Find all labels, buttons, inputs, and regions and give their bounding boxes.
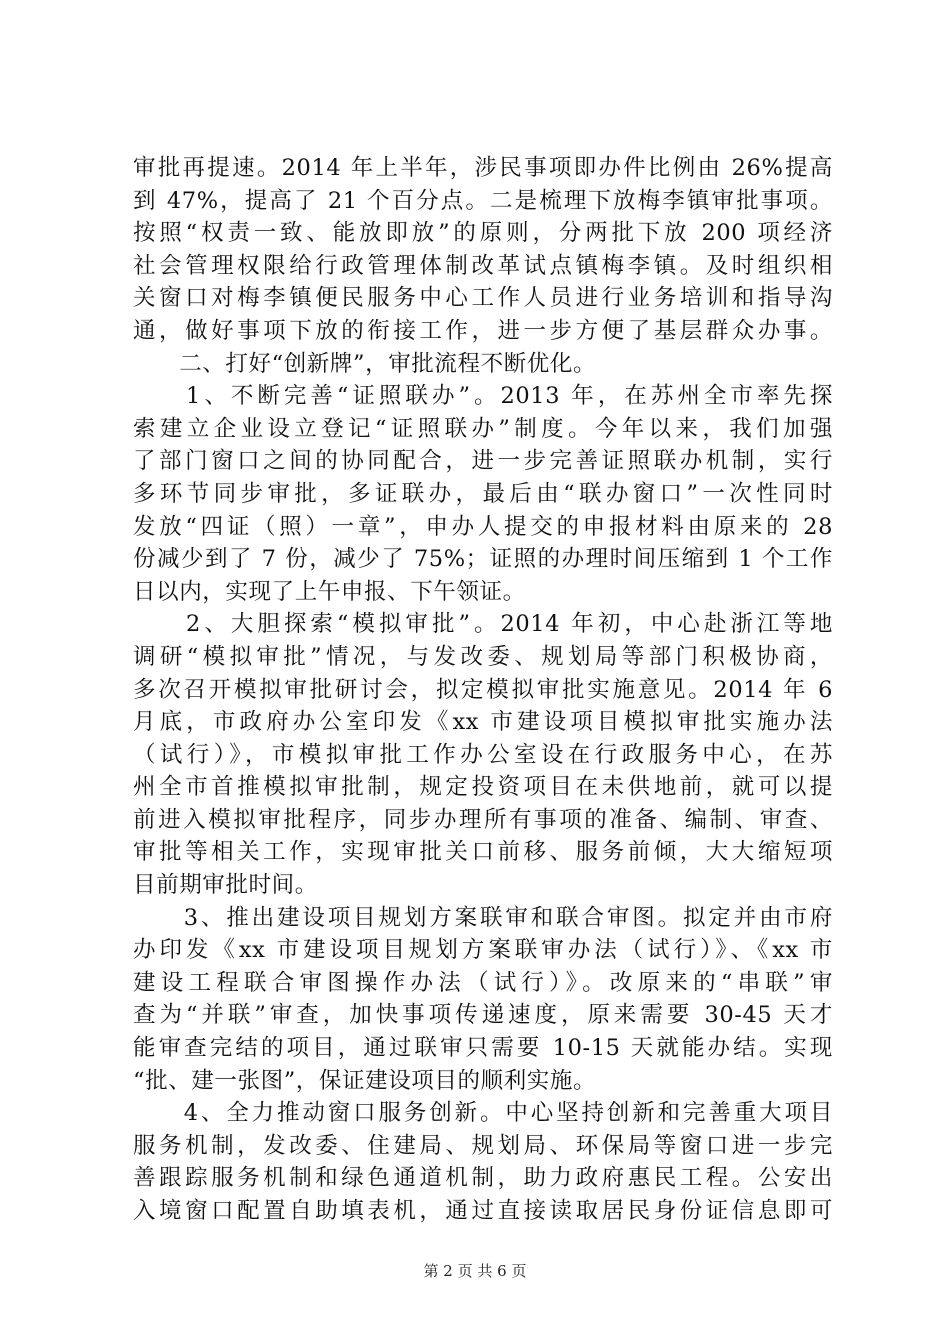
text-line: 建设工程联合审图操作办法（试行）》。改原来的“串联”审	[133, 969, 833, 996]
text-line: 发放“四证（照）一章”，申办人提交的申报材料由原来的 28	[133, 513, 833, 540]
text-line: 审批等相关工作，实现审批关口前移、服务前倾，大大缩短项	[133, 839, 833, 866]
text-line: 月底，市政府办公室印发《xx 市建设项目模拟审批实施办法	[133, 709, 833, 736]
document-body	[133, 152, 833, 1228]
text-line: 能审查完结的项目，通过联审只需要 10-15 天就能办结。实现	[133, 1035, 833, 1062]
text-line: 到 47%，提高了 21 个百分点。二是梳理下放梅李镇审批事项。	[133, 187, 833, 214]
text-line: 3、推出建设项目规划方案联审和联合审图。拟定并由市府	[133, 904, 833, 931]
text-line: 调研“模拟审批”情况，与发改委、规划局等部门积极协商，	[133, 643, 833, 670]
text-line: 多环节同步审批，多证联办，最后由“联办窗口”一次性同时	[133, 480, 833, 507]
text-line: 审批再提速。2014 年上半年，涉民事项即办件比例由 26%提高	[133, 155, 833, 181]
text-line: 查为“并联”审查，加快事项传递速度，原来需要 30-45 天才	[133, 1002, 833, 1029]
text-line: 按照“权责一致、能放即放”的原则，分两批下放 200 项经济	[133, 220, 833, 247]
text-line: 1、不断完善“证照联办”。2013 年，在苏州全市率先探	[133, 383, 833, 410]
text-line: “批、建一张图”，保证建设项目的顺利实施。	[133, 1067, 597, 1094]
text-line: 2、大胆探索“模拟审批”。2014 年初，中心赴浙江等地	[133, 611, 833, 638]
text-line: 关窗口对梅李镇便民服务中心工作人员进行业务培训和指导沟	[133, 285, 833, 312]
text-line: 州全市首推模拟审批制，规定投资项目在未供地前，就可以提	[133, 774, 833, 801]
text-line: 服务机制，发改委、住建局、规划局、环保局等窗口进一步完	[133, 1132, 833, 1159]
text-line: 多次召开模拟审批研讨会，拟定模拟审批实施意见。2014 年 6	[133, 676, 833, 703]
text-line: 通，做好事项下放的衔接工作，进一步方便了基层群众办事。	[133, 317, 833, 344]
text-line: 办印发《xx 市建设项目规划方案联审办法（试行）》、《xx 市	[133, 937, 833, 964]
text-line: 4、全力推动窗口服务创新。中心坚持创新和完善重大项目	[133, 1100, 833, 1127]
text-line: 目前期审批时间。	[133, 872, 318, 899]
page-footer: 第 2 页 共 6 页	[423, 1262, 527, 1280]
text-line: （试行）》，市模拟审批工作办公室设在行政服务中心，在苏	[133, 741, 833, 768]
text-line: 日以内，实现了上午申报、下午领证。	[133, 578, 526, 605]
text-line: 二、打好“创新牌”，审批流程不断优化。	[133, 350, 597, 377]
text-line: 入境窗口配置自助填表机，通过直接读取居民身份证信息即可	[133, 1198, 833, 1224]
text-line: 社会管理权限给行政管理体制改革试点镇梅李镇。及时组织相	[133, 252, 833, 279]
text-line: 前进入模拟审批程序，同步办理所有事项的准备、编制、审查、	[133, 806, 833, 833]
text-line: 份减少到了 7 份，减少了 75%；证照的办理时间压缩到 1 个工作	[133, 546, 833, 573]
text-line: 善跟踪服务机制和绿色通道机制，助力政府惠民工程。公安出	[133, 1165, 833, 1192]
text-line: 索建立企业设立登记“证照联办”制度。今年以来，我们加强	[133, 415, 833, 442]
text-line: 了部门窗口之间的协同配合，进一步完善证照联办机制，实行	[133, 448, 833, 475]
